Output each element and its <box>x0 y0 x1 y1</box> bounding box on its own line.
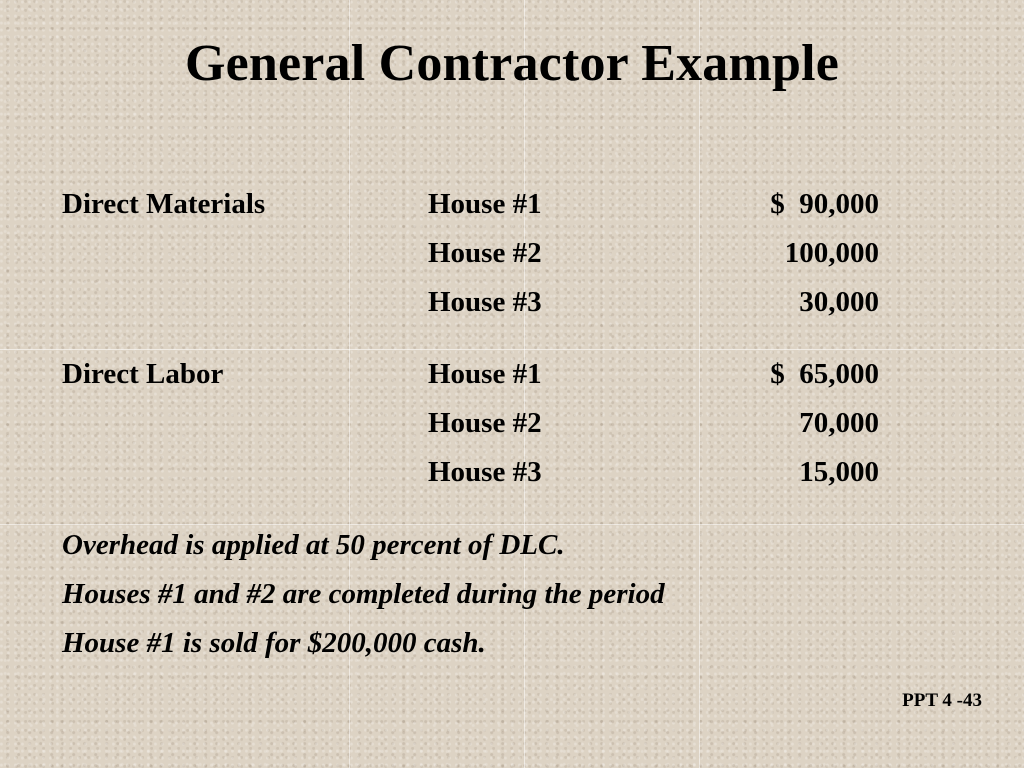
note-line: Houses #1 and #2 are completed during the period <box>62 578 665 610</box>
house-label: House #2 <box>428 237 542 269</box>
category-label: Direct Labor <box>62 358 224 390</box>
amount-value: 100,000 <box>784 237 879 269</box>
note-line: Overhead is applied at 50 percent of DLC. <box>62 529 565 561</box>
slide-title: General Contractor Example <box>184 35 840 92</box>
house-label: House #1 <box>428 188 542 220</box>
table-row <box>0 407 1024 447</box>
amount-value: 70,000 <box>799 407 879 439</box>
amount-value: $ 90,000 <box>770 188 879 220</box>
background-tile-seam <box>0 524 1024 525</box>
table-row <box>0 456 1024 496</box>
amount-value: 15,000 <box>799 456 879 488</box>
note-line: House #1 is sold for $200,000 cash. <box>62 627 486 659</box>
house-label: House #1 <box>428 358 542 390</box>
house-label: House #2 <box>428 407 542 439</box>
slide-number: PPT 4 -43 <box>902 690 982 711</box>
amount-value: $ 65,000 <box>770 358 879 390</box>
house-label: House #3 <box>428 286 542 318</box>
category-label: Direct Materials <box>62 188 266 220</box>
table-row <box>0 188 1024 228</box>
house-label: House #3 <box>428 456 542 488</box>
background-tile-seam <box>0 349 1024 350</box>
amount-value: 30,000 <box>799 286 879 318</box>
table-row <box>0 286 1024 326</box>
table-row <box>0 358 1024 398</box>
table-row <box>0 237 1024 277</box>
